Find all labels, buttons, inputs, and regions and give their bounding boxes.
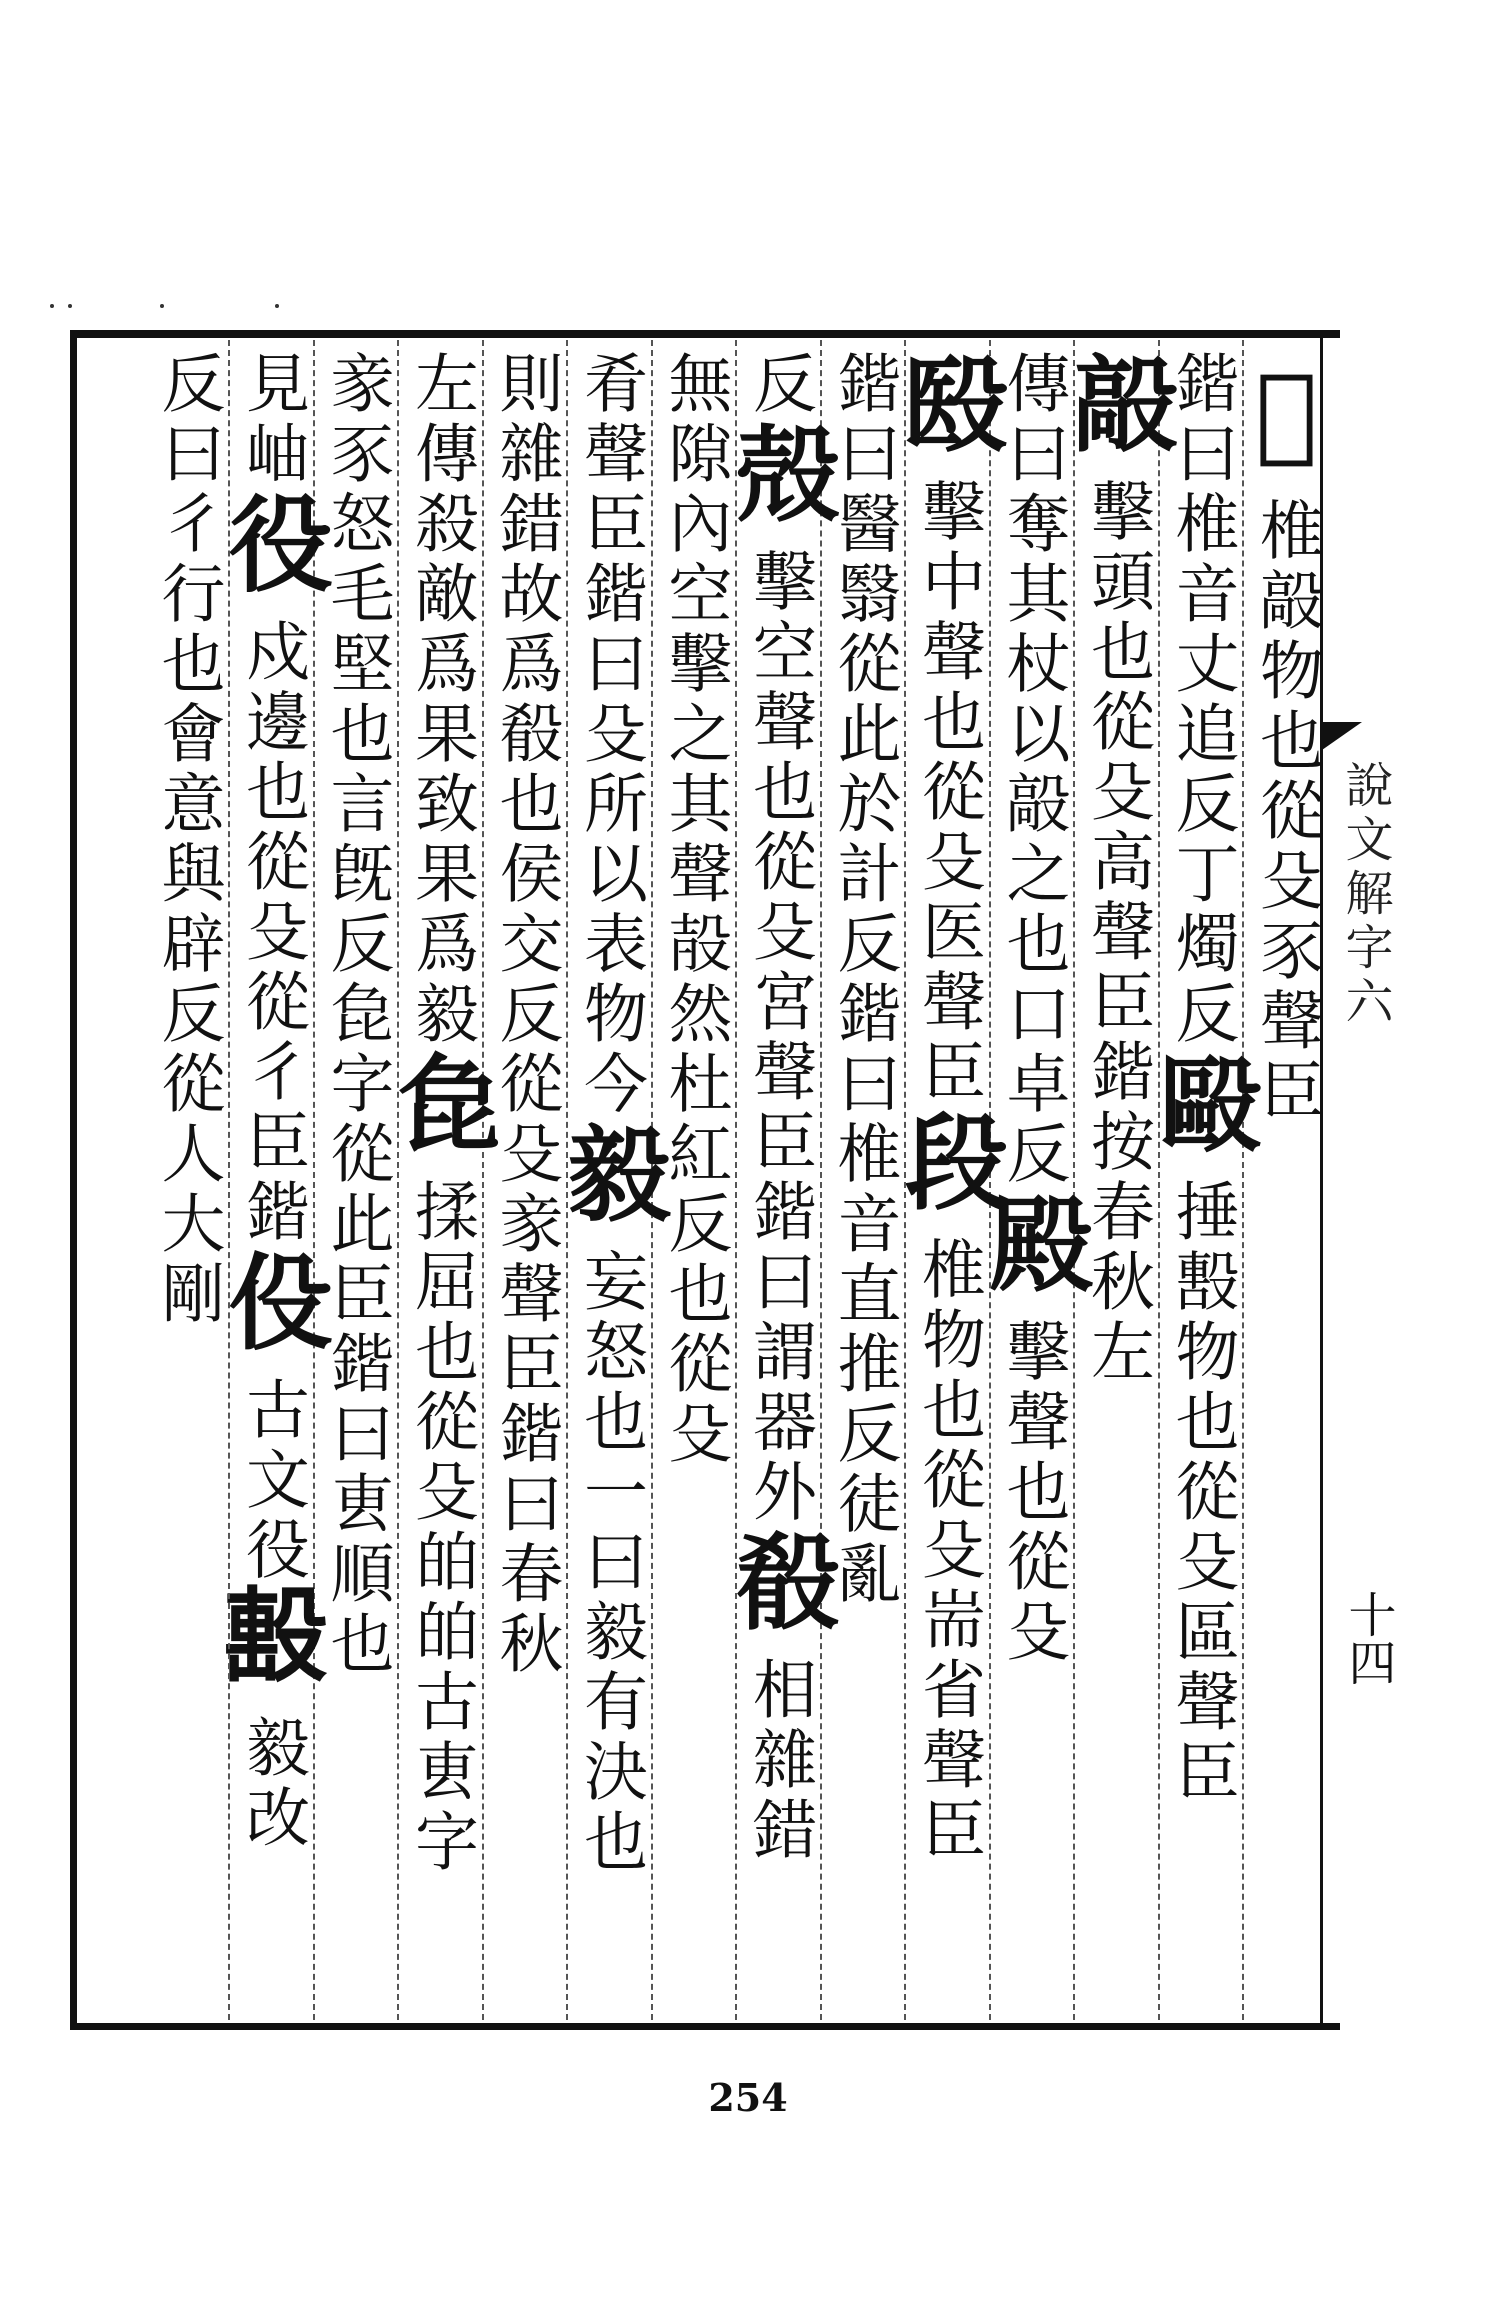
text-column [887,350,1010,2010]
commentary-text: 左傳殺敵爲果致果爲毅 [404,350,478,1050]
commentary-text: 毅改 [235,1714,309,1854]
text-column [549,350,672,2010]
commentary-text: 曰彳行也會意與辟反 [150,420,225,1050]
seal-character: 伇 [211,1248,334,1376]
column-rule [566,340,568,2020]
column-rule [228,340,230,2020]
commentary-text: 揉屈也從殳㿟㿟古叀字 [404,1178,478,1878]
commentary-text: 鍇曰醫翳從此於計反 [826,350,901,980]
column-rule [397,340,399,2020]
column-rule [1158,340,1160,2020]
commentary-text: 反 [150,350,225,420]
commentary-text: 椎物也從殳耑省聲臣 [911,1236,985,1866]
commentary-text: 相雜錯 [742,1656,816,1866]
text-column [828,350,900,2010]
commentary-text: 從人 [150,1050,225,1190]
commentary-text: 㲋字從此臣鍇曰叀順也 [319,980,394,1680]
seal-character: 毅 [549,1120,672,1248]
commentary-text: 大剛 [150,1190,225,1330]
seal-character: 殽 [718,1528,841,1656]
commentary-text: 也從殳 [657,1260,732,1470]
column-rule [482,340,484,2020]
commentary-text: 椎毃物也從殳豕聲臣 [1249,497,1323,1127]
text-column [211,350,334,2010]
seal-character: 役 [211,490,334,618]
seal-character: 毃 [1056,350,1179,478]
text-column [1056,350,1179,2010]
commentary-text: 傳曰奪其杖以毃之也口卓反 [995,350,1070,1190]
margin-page-number: 十四 [1340,1590,1396,1686]
page-number: 254 [708,2075,788,2120]
commentary-text: 則雜錯故爲殽也侯交反 [488,350,563,1050]
commentary-text: 古文役 [235,1376,309,1586]
commentary-text: 鍇曰椎音丈追反丁燭反 [1164,350,1239,1050]
seal-character: 殹 [887,350,1010,478]
column-rule [735,340,737,2020]
seal-character: 㲋 [380,1050,503,1178]
commentary-text: 捶毄物也從殳區聲臣 [1164,1178,1239,1808]
commentary-text: 擊頭也從殳高聲臣鍇按春秋左 [1080,478,1154,1388]
text-column [718,350,841,2010]
commentary-text: 妄怒也一曰毅有決也 [573,1248,647,1878]
seal-character: 段 [887,1108,1010,1236]
text-column [1225,350,1348,2010]
scan-specks [50,302,650,312]
column-rule [1242,340,1244,2020]
commentary-text: 肴聲臣鍇曰殳所以表物今 [573,350,647,1120]
column-rule [1073,340,1075,2020]
seal-character: 𣪠 [211,1586,334,1714]
seal-character: 殿 [971,1190,1095,1318]
column-rule [820,340,822,2020]
commentary-text: 豙豕怒毛堅也言旣反 [319,350,394,980]
block-heart-margin [1320,330,1380,2030]
text-column [1140,350,1264,2010]
commentary-text: 戍邊也從殳從彳臣鍇 [235,618,309,1248]
margin-title: 說文解字六 [1337,760,1393,1030]
text-column [152,350,224,2010]
text-column [490,350,562,2010]
commentary-text: 從殳豙聲臣鍇曰春秋 [488,1050,563,1680]
column-rule [904,340,906,2020]
commentary-text: 鍇曰椎音直推反徒亂 [826,980,901,1610]
commentary-text: 反 [742,350,816,420]
commentary-text: 無隙內空擊之其聲㱿然杜紅反 [657,350,732,1260]
seal-character: 毆 [1140,1050,1264,1178]
text-column [380,350,503,2010]
commentary-text: 擊空聲也從殳宮聲臣鍇曰謂器外 [742,548,816,1528]
commentary-text: 擊中聲也從殳医聲臣 [911,478,985,1108]
seal-character: 𣪩 [1225,350,1348,497]
commentary-text: 見岫 [235,350,309,490]
commentary-text: 擊聲也從殳 [995,1318,1070,1668]
seal-character: 殻 [718,420,841,548]
